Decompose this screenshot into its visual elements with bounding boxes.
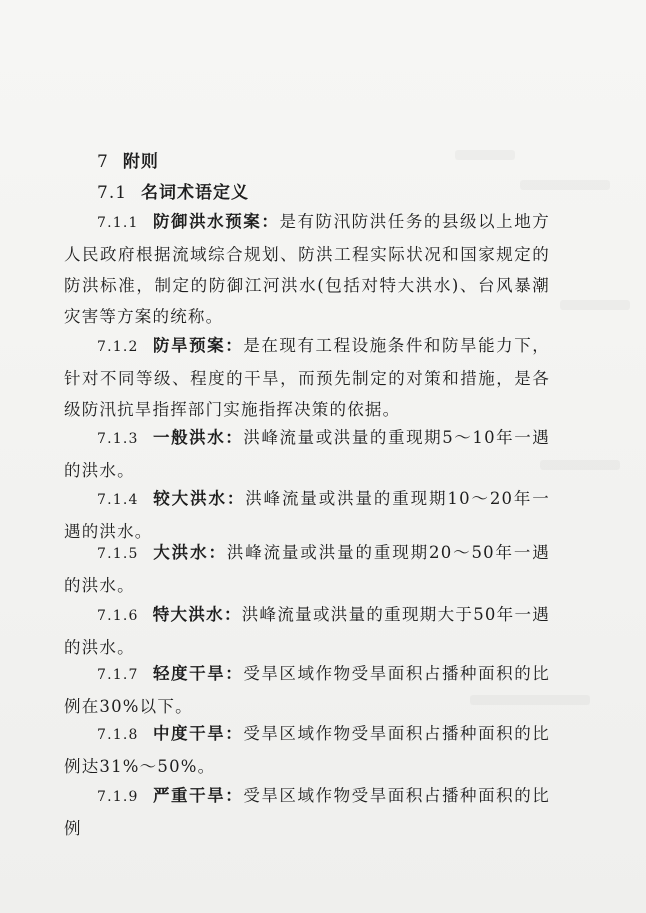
entry-text: 受旱区域作物受旱面积占播种面积的比例: [64, 786, 551, 838]
section-number: 7.1: [97, 183, 128, 203]
bleed-through-mark: [540, 460, 620, 470]
entry-term: 较大洪水：: [152, 489, 246, 508]
entry-term: 一般洪水：: [152, 428, 244, 447]
chapter-title: 附则: [122, 152, 159, 172]
entry-number: 7.1.3: [97, 431, 139, 447]
entry-text: 受旱区域作物受旱面积占播种面积的比例达31%～50%。: [64, 724, 551, 776]
bleed-through-mark: [560, 300, 630, 310]
entry-text: 受旱区域作物受旱面积占播种面积的比例在30%以下。: [64, 664, 551, 716]
chapter-number: 7: [97, 152, 109, 172]
definition-entry: [64, 599, 550, 663]
entry-number: 7.1.4: [97, 492, 139, 508]
definition-entry: [64, 330, 550, 425]
definition-entry: [64, 718, 550, 782]
entry-number: 7.1.9: [97, 789, 139, 805]
definition-entry: [64, 206, 550, 332]
entry-term: 大洪水：: [152, 543, 227, 562]
entry-number: 7.1.2: [97, 339, 139, 355]
entry-text: 洪峰流量或洪量的重现期5～10年一遇的洪水。: [64, 428, 551, 480]
entry-text: 洪峰流量或洪量的重现期20～50年一遇的洪水。: [64, 543, 550, 595]
entry-text: 是在现有工程设施条件和防旱能力下，针对不同等级、程度的干旱，而预先制定的对策和措施，是各级防汛抗旱指挥部门实施指挥决策的依据。: [64, 336, 551, 419]
entry-number: 7.1.8: [97, 727, 139, 743]
bleed-through-mark: [455, 150, 515, 160]
section-title: 名词术语定义: [141, 183, 250, 203]
chapter-heading: [97, 147, 159, 172]
entry-number: 7.1.7: [97, 667, 139, 683]
bleed-through-mark: [520, 180, 610, 190]
entry-number: 7.1.5: [97, 546, 139, 562]
definition-entry: [64, 422, 550, 486]
entry-text: 洪峰流量或洪量的重现期大于50年一遇的洪水。: [64, 605, 550, 657]
entry-term: 防旱预案：: [152, 336, 244, 355]
entry-term: 严重干旱：: [152, 786, 244, 805]
entry-text: 洪峰流量或洪量的重现期10～20年一遇的洪水。: [64, 489, 551, 541]
entry-number: 7.1.1: [97, 215, 139, 231]
entry-text: 是有防汛防洪任务的县级以上地方人民政府根据流域综合规划、防洪工程实际状况和国家规定的防洪标准，制定的防御江河洪水(包括对特大洪水)、台风暴潮灾害等方案的统称。: [64, 212, 551, 326]
definition-entry: [64, 537, 550, 601]
entry-term: 轻度干旱：: [152, 664, 244, 683]
entry-term: 中度干旱：: [152, 724, 244, 743]
definition-entry: [64, 658, 550, 722]
entry-term: 特大洪水：: [152, 605, 242, 624]
definition-entry: [64, 780, 550, 844]
section-heading: [97, 178, 249, 203]
entry-number: 7.1.6: [97, 608, 139, 624]
entry-term: 防御洪水预案：: [152, 212, 280, 231]
